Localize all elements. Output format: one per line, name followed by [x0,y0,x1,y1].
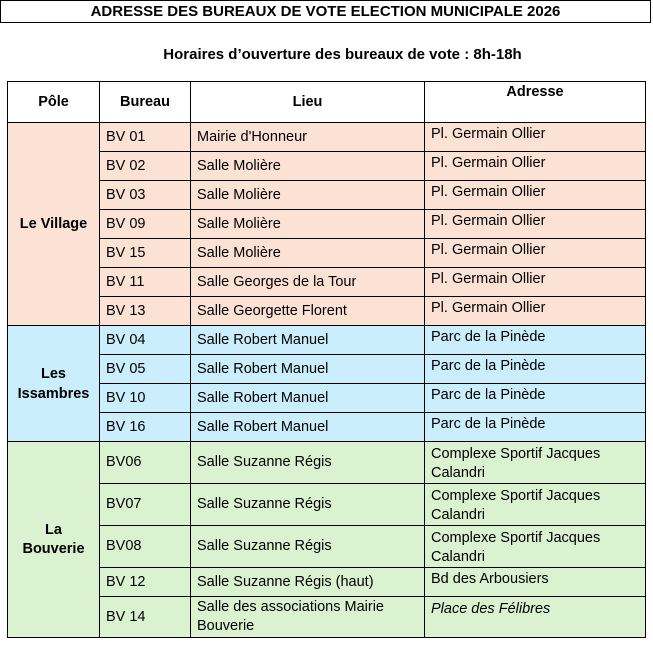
table-row [8,123,646,152]
pole-cell: Les Issambres [8,326,100,442]
table-row [8,152,646,181]
lieu-cell: Salle Molière [191,152,425,181]
bureau-cell: BV 15 [100,239,191,268]
lieu-cell: Salle Robert Manuel [191,355,425,384]
bureau-cell: BV 12 [100,568,191,597]
adresse-cell: Pl. Germain Ollier [425,152,646,181]
adresse-cell: Parc de la Pinède [425,384,646,413]
pole-cell: La Bouverie [8,442,100,638]
lieu-cell: Salle Molière [191,210,425,239]
bureau-cell: BV 03 [100,181,191,210]
bureau-cell: BV 14 [100,597,191,638]
adresse-cell: Place des Félibres [425,597,646,638]
header-lieu: Lieu [191,82,425,123]
lieu-cell: Salle Suzanne Régis [191,484,425,526]
lieu-cell: Salle Molière [191,239,425,268]
table-row [8,297,646,326]
table-row [8,210,646,239]
bureau-cell: BV 01 [100,123,191,152]
adresse-cell: Complexe Sportif Jacques Calandri [425,442,646,484]
table-body [8,123,646,638]
polling-stations-table [7,81,646,638]
adresse-cell: Complexe Sportif Jacques Calandri [425,484,646,526]
adresse-cell: Pl. Germain Ollier [425,123,646,152]
lieu-cell: Salle Robert Manuel [191,326,425,355]
table-row [8,442,646,484]
table-row [8,239,646,268]
table-row [8,181,646,210]
document-title: ADRESSE DES BUREAUX DE VOTE ELECTION MUNICIPALE 2026 [0,0,651,23]
table-row [8,268,646,297]
bureau-cell: BV 05 [100,355,191,384]
table-row [8,384,646,413]
adresse-cell: Pl. Germain Ollier [425,297,646,326]
adresse-cell: Pl. Germain Ollier [425,210,646,239]
table-row [8,484,646,526]
adresse-cell: Pl. Germain Ollier [425,181,646,210]
bureau-cell: BV 11 [100,268,191,297]
bureau-cell: BV 16 [100,413,191,442]
bureau-cell: BV 10 [100,384,191,413]
table-header-row [8,82,646,123]
adresse-cell: Parc de la Pinède [425,326,646,355]
table-row [8,568,646,597]
lieu-cell: Salle Robert Manuel [191,413,425,442]
header-pole: Pôle [8,82,100,123]
bureau-cell: BV08 [100,526,191,568]
table-row [8,413,646,442]
adresse-cell: Parc de la Pinède [425,413,646,442]
lieu-cell: Salle des associations Mairie Bouverie [191,597,425,638]
bureau-cell: BV06 [100,442,191,484]
lieu-cell: Salle Robert Manuel [191,384,425,413]
lieu-cell: Salle Georges de la Tour [191,268,425,297]
opening-hours-subtitle: Horaires d’ouverture des bureaux de vote : 8h-18h [163,46,522,63]
bureau-cell: BV 04 [100,326,191,355]
bureau-cell: BV 02 [100,152,191,181]
lieu-cell: Salle Suzanne Régis [191,442,425,484]
lieu-cell: Mairie d'Honneur [191,123,425,152]
header-adresse: Adresse [425,82,646,123]
lieu-cell: Salle Molière [191,181,425,210]
adresse-cell: Complexe Sportif Jacques Calandri [425,526,646,568]
pole-cell: Le Village [8,123,100,326]
bureau-cell: BV07 [100,484,191,526]
lieu-cell: Salle Suzanne Régis [191,526,425,568]
table-row [8,597,646,638]
table-row [8,326,646,355]
lieu-cell: Salle Georgette Florent [191,297,425,326]
adresse-cell: Parc de la Pinède [425,355,646,384]
table-row [8,355,646,384]
adresse-cell: Pl. Germain Ollier [425,239,646,268]
bureau-cell: BV 13 [100,297,191,326]
header-bureau: Bureau [100,82,191,123]
adresse-cell: Bd des Arbousiers [425,568,646,597]
bureau-cell: BV 09 [100,210,191,239]
lieu-cell: Salle Suzanne Régis (haut) [191,568,425,597]
table-row [8,526,646,568]
adresse-cell: Pl. Germain Ollier [425,268,646,297]
